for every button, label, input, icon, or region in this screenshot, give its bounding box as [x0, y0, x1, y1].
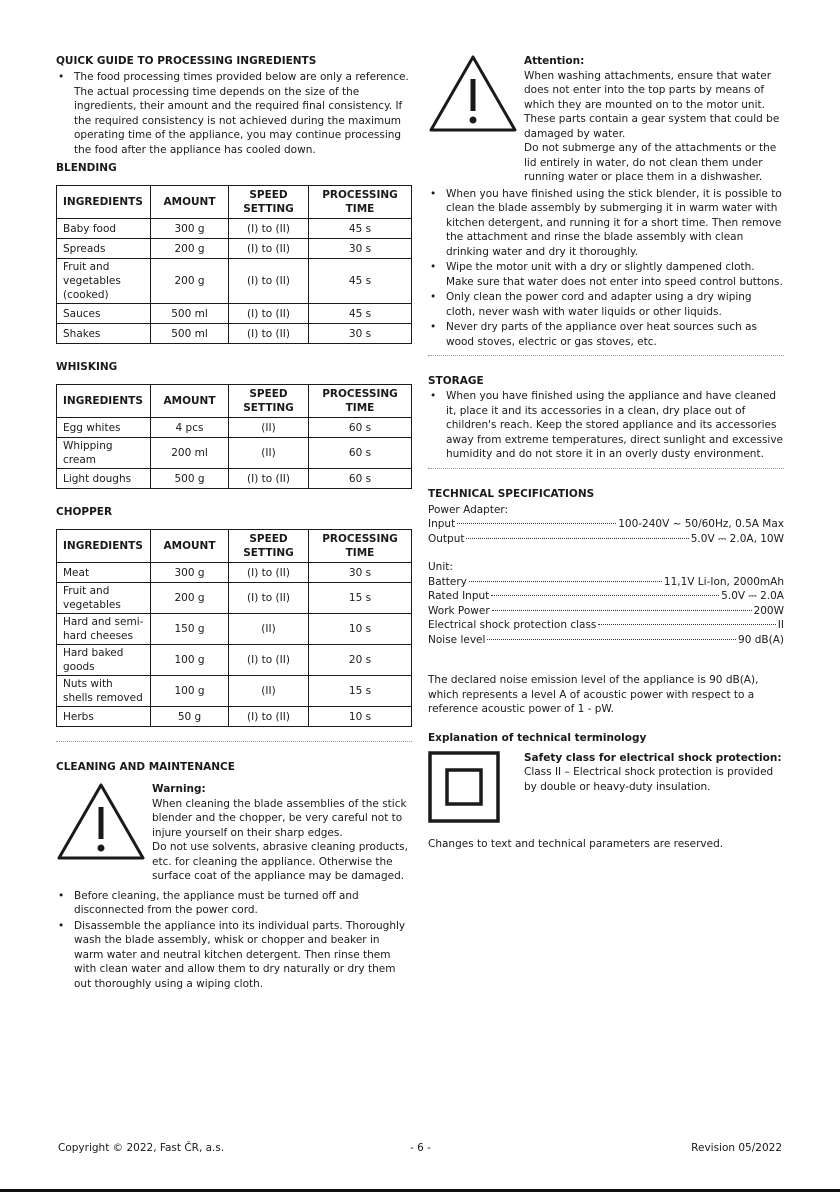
- cleaning-heading: CLEANING AND MAINTENANCE: [56, 761, 235, 773]
- header-time: PROCESSING TIME: [309, 186, 412, 219]
- table-header-row: [57, 186, 412, 219]
- cell-amount: 200 ml: [151, 438, 229, 469]
- terminology-heading: Explanation of technical terminology: [428, 731, 647, 744]
- quick-guide-text: • The food processing times provided below are only a reference. The actual processing time depends on the size of the ingredients, their amount and the required final consistency. If the required consistency is not achieved during the maximum operating time of the appliance, you may continue processing the food after the appliance has cooled down.: [56, 70, 412, 157]
- spec-label: Input: [428, 518, 456, 530]
- unit-label: Unit:: [428, 561, 453, 573]
- cell-speed: (II): [229, 418, 309, 438]
- cell-ingredient: Fruit and vegetables (cooked): [57, 259, 151, 304]
- chopper-table: [56, 529, 412, 727]
- table-header-row: [57, 530, 412, 563]
- list-item: • When you have finished using the stick blender, it is possible to clean the blade assembly by submerging it in warm water with kitchen detergent, and running it for a short time. Then remove the attachment and rinse the blade assembly with clean drinking water and dry it thoroughly.: [428, 187, 784, 260]
- tech-heading: TECHNICAL SPECIFICATIONS: [428, 487, 595, 500]
- header-time: PROCESSING TIME: [309, 530, 412, 563]
- cell-time: 60 s: [309, 418, 412, 438]
- warning-text: When cleaning the blade assemblies of the stick blender and the chopper, be very careful not to injure yourself on their sharp edges.: [152, 797, 407, 839]
- cell-amount: 4 pcs: [151, 418, 229, 438]
- warning-triangle-icon: [428, 54, 524, 185]
- spec-label: Battery: [428, 575, 467, 588]
- attention-text-2: Do not submerge any of the attachments or the lid entirely in water, do not clean them under running water or place them in a dishwasher.: [524, 142, 777, 183]
- table-row: [57, 418, 412, 438]
- cell-speed: (II): [229, 676, 309, 707]
- table-row: [57, 676, 412, 707]
- cell-time: 60 s: [309, 438, 412, 469]
- spec-value: 11,1V Li-Ion, 2000mAh: [663, 575, 784, 588]
- table-row: [57, 239, 412, 259]
- spec-label: Noise level: [428, 633, 486, 646]
- cell-time: 15 s: [309, 676, 412, 707]
- adapter-specs: [428, 517, 784, 546]
- list-item: • Never dry parts of the appliance over heat sources such as wood stoves, electric or gas stoves, etc.: [428, 320, 784, 349]
- adapter-label: Power Adapter:: [428, 503, 509, 516]
- chopper-heading: CHOPPER: [56, 506, 113, 518]
- changes-note: Changes to text and technical parameters are reserved.: [428, 838, 724, 850]
- cell-ingredient: Hard baked goods: [57, 645, 151, 676]
- header-ingredients: INGREDIENTS: [57, 186, 151, 219]
- cell-ingredient: Hard and semi-hard cheeses: [57, 614, 151, 645]
- dot-leader: [491, 595, 719, 596]
- cell-amount: 150 g: [151, 614, 229, 645]
- cell-speed: (I) to (II): [229, 304, 309, 324]
- cell-amount: 300 g: [151, 563, 229, 583]
- quick-guide-list: [56, 70, 412, 157]
- cell-amount: 200 g: [151, 239, 229, 259]
- header-ingredients: INGREDIENTS: [57, 530, 151, 563]
- header-ingredients: INGREDIENTS: [57, 385, 151, 418]
- dot-leader: [487, 639, 736, 640]
- header-speed: SPEED SETTING: [229, 530, 309, 563]
- spec-value: 100-240V ~ 50/60Hz, 0.5A Max: [618, 518, 784, 530]
- cell-speed: (I) to (II): [229, 583, 309, 614]
- table-row: [57, 707, 412, 727]
- quick-guide-heading: QUICK GUIDE TO PROCESSING INGREDIENTS: [56, 55, 317, 67]
- cell-speed: (I) to (II): [229, 707, 309, 727]
- cell-amount: 500 ml: [151, 304, 229, 324]
- cell-time: 10 s: [309, 707, 412, 727]
- whisking-heading: WHISKING: [56, 361, 118, 373]
- list-item: • Only clean the power cord and adapter using a dry wiping cloth, never wash with water liquids or other liquids.: [428, 290, 784, 319]
- attention-title: Attention:: [524, 55, 585, 67]
- table-row: [57, 614, 412, 645]
- cell-time: 10 s: [309, 614, 412, 645]
- cell-time: 60 s: [309, 469, 412, 489]
- spec-row: [428, 532, 784, 547]
- cell-ingredient: Light doughs: [57, 469, 151, 489]
- cell-amount: 200 g: [151, 259, 229, 304]
- list-item: • Disassemble the appliance into its individual parts. Thoroughly wash the blade assembly, whisk or chopper and beaker in warm water and neutral kitchen detergent. Then rinse them with clean water and allow them to dry naturally or dry them out thoroughly using a wiping cloth.: [56, 919, 412, 992]
- cell-ingredient: Shakes: [57, 324, 151, 344]
- cell-ingredient: Egg whites: [57, 418, 151, 438]
- cell-speed: (II): [229, 614, 309, 645]
- table-row: [57, 219, 412, 239]
- footer-revision: Revision 05/2022: [691, 1142, 782, 1154]
- dot-leader: [469, 581, 662, 582]
- cell-ingredient: Spreads: [57, 239, 151, 259]
- dot-leader: [492, 610, 752, 611]
- attention-block: [428, 54, 784, 185]
- cell-amount: 50 g: [151, 707, 229, 727]
- list-item: • Before cleaning, the appliance must be turned off and disconnected from the power cord.: [56, 889, 412, 918]
- cell-amount: 100 g: [151, 645, 229, 676]
- section-divider: [56, 741, 412, 742]
- unit-specs: [428, 575, 784, 648]
- cell-time: 45 s: [309, 259, 412, 304]
- blending-table: [56, 185, 412, 344]
- spec-row: [428, 589, 784, 604]
- warning-triangle-icon: [56, 782, 152, 884]
- spec-value: 5.0V ⎓ 2.0A: [721, 590, 784, 602]
- table-row: [57, 563, 412, 583]
- cell-ingredient: Sauces: [57, 304, 151, 324]
- warning-title: Warning:: [152, 783, 206, 795]
- footer-copyright: Copyright © 2022, Fast ČR, a.s.: [58, 1142, 225, 1154]
- cell-time: 45 s: [309, 304, 412, 324]
- cell-speed: (I) to (II): [229, 645, 309, 676]
- cell-speed: (I) to (II): [229, 469, 309, 489]
- terminology-content: [524, 751, 784, 828]
- dot-leader: [457, 523, 616, 524]
- whisking-table: [56, 384, 412, 489]
- warning-block: [56, 782, 412, 884]
- cell-ingredient: Baby food: [57, 219, 151, 239]
- header-time: PROCESSING TIME: [309, 385, 412, 418]
- warning-text-2: Do not use solvents, abrasive cleaning products, etc. for cleaning the appliance. Otherwise the surface coat of the appliance may be damaged.: [152, 841, 408, 882]
- cell-time: 30 s: [309, 239, 412, 259]
- cell-time: 20 s: [309, 645, 412, 676]
- spec-label: Work Power: [428, 604, 490, 617]
- cell-ingredient: Meat: [57, 563, 151, 583]
- cell-speed: (I) to (II): [229, 239, 309, 259]
- class-ii-insulation-icon: [428, 751, 524, 828]
- header-amount: AMOUNT: [151, 530, 229, 563]
- left-column: [56, 54, 412, 991]
- table-row: [57, 469, 412, 489]
- cleaning-list: [56, 889, 412, 992]
- spec-value: 200W: [753, 604, 784, 617]
- spec-row: [428, 575, 784, 590]
- spec-label: Electrical shock protection class: [428, 619, 597, 631]
- cell-speed: (I) to (II): [229, 324, 309, 344]
- storage-list: [428, 389, 784, 462]
- table-header-row: [57, 385, 412, 418]
- cell-time: 30 s: [309, 324, 412, 344]
- noise-text: The declared noise emission level of the appliance is 90 dB(A), which represents a level A of acoustic power with respect to a reference acoustic power of 1 - pW.: [428, 674, 759, 715]
- terminology-block: [428, 751, 784, 828]
- care-list: [428, 187, 784, 350]
- footer-page-number: - 6 -: [410, 1142, 431, 1154]
- cell-speed: (I) to (II): [229, 259, 309, 304]
- spec-row: [428, 618, 784, 633]
- list-item: • Wipe the motor unit with a dry or slightly dampened cloth. Make sure that water does not enter into speed control buttons.: [428, 260, 784, 289]
- terminology-title: Safety class for electrical shock protection:: [524, 751, 782, 764]
- section-divider: [428, 468, 784, 469]
- cell-speed: (I) to (II): [229, 219, 309, 239]
- spec-value: II: [777, 619, 784, 631]
- table-row: [57, 645, 412, 676]
- cell-speed: (II): [229, 438, 309, 469]
- spec-row: [428, 517, 784, 532]
- spec-label: Output: [428, 532, 465, 545]
- cell-ingredient: Whipping cream: [57, 438, 151, 469]
- cell-amount: 200 g: [151, 583, 229, 614]
- cell-time: 45 s: [309, 219, 412, 239]
- storage-heading: STORAGE: [428, 375, 484, 387]
- cell-amount: 300 g: [151, 219, 229, 239]
- cell-time: 30 s: [309, 563, 412, 583]
- header-speed: SPEED SETTING: [229, 186, 309, 219]
- attention-text: When washing attachments, ensure that water does not enter into the top parts by means of which they are mounted on to the motor unit. These parts contain a gear system that could be damaged by water.: [524, 69, 780, 140]
- cell-amount: 500 ml: [151, 324, 229, 344]
- terminology-text: Class II – Electrical shock protection is provided by double or heavy-duty insulation.: [524, 766, 774, 793]
- header-amount: AMOUNT: [151, 385, 229, 418]
- spec-label: Rated Input: [428, 590, 490, 602]
- header-speed: SPEED SETTING: [229, 385, 309, 418]
- dot-leader: [466, 538, 688, 539]
- spec-value: 90 dB(A): [738, 633, 784, 646]
- cell-amount: 100 g: [151, 676, 229, 707]
- table-row: [57, 583, 412, 614]
- section-divider: [428, 355, 784, 356]
- cell-time: 15 s: [309, 583, 412, 614]
- right-column: [428, 54, 784, 852]
- cell-ingredient: Fruit and vegetables: [57, 583, 151, 614]
- cell-ingredient: Herbs: [57, 707, 151, 727]
- cell-speed: (I) to (II): [229, 563, 309, 583]
- table-row: [57, 304, 412, 324]
- attention-content: [524, 54, 784, 185]
- table-row: [57, 324, 412, 344]
- header-amount: AMOUNT: [151, 186, 229, 219]
- spec-row: [428, 633, 784, 648]
- storage-text: • When you have finished using the appliance and have cleaned it, place it and its accessories in a clean, dry place out of children's reach. Keep the stored appliance and its accessories away from extreme temperatures, direct sunlight and excessive humidity and do not store it in an overly dusty environment.: [428, 389, 784, 462]
- spec-row: [428, 604, 784, 619]
- dot-leader: [598, 624, 775, 625]
- blending-heading: BLENDING: [56, 162, 117, 174]
- spec-value: 5.0V ⎓ 2.0A, 10W: [690, 532, 784, 545]
- warning-content: [152, 782, 412, 884]
- table-row: [57, 438, 412, 469]
- cell-amount: 500 g: [151, 469, 229, 489]
- cell-ingredient: Nuts with shells removed: [57, 676, 151, 707]
- table-row: [57, 259, 412, 304]
